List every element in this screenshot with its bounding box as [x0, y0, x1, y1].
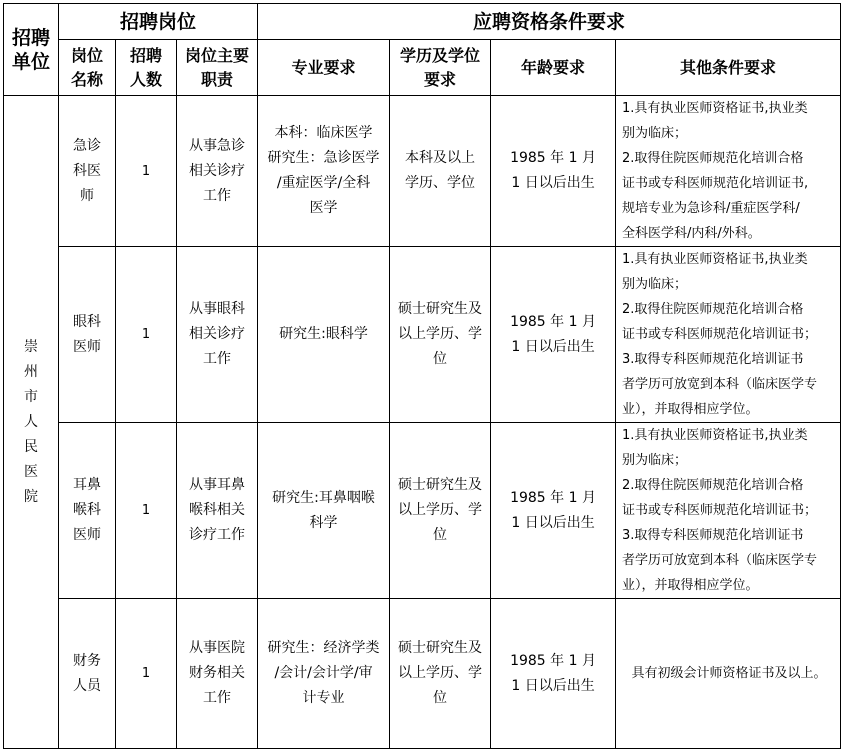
other-line: 证书或专科医师规范化培训证书, — [622, 176, 809, 191]
post-name: 财务人员 — [59, 599, 116, 749]
header-education: 学历及学位要求 — [390, 40, 491, 96]
other-requirements — [616, 96, 841, 247]
headcount-value: 1 — [116, 247, 177, 423]
major-line: 本科：临床医学 — [274, 125, 373, 141]
other-requirements — [616, 599, 841, 749]
major-line: 研究生：急诊医学 — [267, 150, 380, 166]
duties-text: 从事医院财务相关工作 — [177, 599, 258, 749]
header-major: 专业要求 — [258, 40, 390, 96]
other-line: 者学历可放宽到本科（临床医学专 — [622, 553, 818, 568]
major-line: 研究生:耳鼻咽喉 — [272, 489, 375, 506]
major-text — [258, 96, 390, 247]
duties-text: 从事眼科相关诊疗工作 — [177, 247, 258, 423]
other-line: 1.具有执业医师资格证书,执业类 — [622, 101, 808, 116]
other-requirements — [616, 423, 841, 599]
major-line: /重症医学/全科 — [276, 175, 371, 191]
header-post-name: 岗位名称 — [59, 40, 116, 96]
other-line: 1.具有执业医师资格证书,执业类 — [622, 252, 808, 267]
other-line: 全科医学科/内科/外科。 — [622, 226, 761, 241]
education-text: 硕士研究生及以上学历、学位 — [390, 423, 491, 599]
other-requirements — [616, 247, 841, 423]
major-line: 科学 — [309, 514, 338, 531]
age-text: 1985 年 1 月 1 日以后出生 — [491, 247, 616, 423]
other-line: 1.具有执业医师资格证书,执业类 — [622, 428, 808, 443]
other-line: 具有初级会计师资格证书及以上。 — [631, 666, 827, 681]
other-line: 别为临床； — [622, 453, 688, 468]
major-line: 研究生：经济学类 — [267, 640, 380, 656]
major-line: 医学 — [309, 200, 338, 216]
duties-text: 从事耳鼻喉科相关诊疗工作 — [177, 423, 258, 599]
table-row — [4, 96, 841, 247]
duties-text: 从事急诊相关诊疗工作 — [177, 96, 258, 247]
other-line: 3.取得专科医师规范化培训证书 — [622, 352, 804, 367]
education-text: 硕士研究生及以上学历、学位 — [390, 247, 491, 423]
other-line: 者学历可放宽到本科（临床医学专 — [622, 377, 818, 392]
age-text: 1985 年 1 月 1 日以后出生 — [491, 96, 616, 247]
header-headcount: 招聘人数 — [116, 40, 177, 96]
table-row — [4, 423, 841, 599]
other-line: 证书或专科医师规范化培训证书； — [622, 327, 818, 342]
major-line: 计专业 — [302, 690, 345, 706]
age-text: 1985 年 1 月 1 日以后出生 — [491, 423, 616, 599]
post-name: 眼科医师 — [59, 247, 116, 423]
post-name: 急诊科医师 — [59, 96, 116, 247]
header-qualifications-group: 应聘资格条件要求 — [258, 4, 841, 40]
other-line: 2.取得住院医师规范化培训合格 — [622, 478, 804, 493]
other-line: 规培专业为急诊科/重症医学科/ — [622, 201, 800, 216]
post-name: 耳鼻喉科医师 — [59, 423, 116, 599]
table-row — [4, 599, 841, 749]
other-line: 业），并取得相应学位。 — [622, 402, 759, 417]
header-unit: 招聘单位 — [4, 4, 59, 96]
major-text — [258, 599, 390, 749]
table-row — [4, 247, 841, 423]
unit-name: 崇州市人民医院 — [4, 96, 59, 749]
education-text: 硕士研究生及以上学历、学位 — [390, 599, 491, 749]
other-line: 2.取得住院医师规范化培训合格 — [622, 151, 804, 166]
header-duties: 岗位主要职责 — [177, 40, 258, 96]
header-posts-group: 招聘岗位 — [59, 4, 258, 40]
major-line: 研究生:眼科学 — [279, 326, 368, 342]
major-text — [258, 247, 390, 423]
other-line: 业），并取得相应学位。 — [622, 578, 759, 593]
headcount-value: 1 — [116, 599, 177, 749]
header-age: 年龄要求 — [491, 40, 616, 96]
other-line: 证书或专科医师规范化培训证书； — [622, 503, 818, 518]
major-line: /会计/会计学/审 — [274, 665, 373, 681]
other-line: 别为临床； — [622, 126, 688, 141]
header-other: 其他条件要求 — [616, 40, 841, 96]
headcount-value: 1 — [116, 423, 177, 599]
other-line: 别为临床； — [622, 277, 688, 292]
other-line: 3.取得专科医师规范化培训证书 — [622, 528, 804, 543]
major-text — [258, 423, 390, 599]
age-text: 1985 年 1 月 1 日以后出生 — [491, 599, 616, 749]
headcount-value: 1 — [116, 96, 177, 247]
recruitment-table — [3, 3, 841, 749]
education-text: 本科及以上学历、学位 — [390, 96, 491, 247]
other-line: 2.取得住院医师规范化培训合格 — [622, 302, 804, 317]
